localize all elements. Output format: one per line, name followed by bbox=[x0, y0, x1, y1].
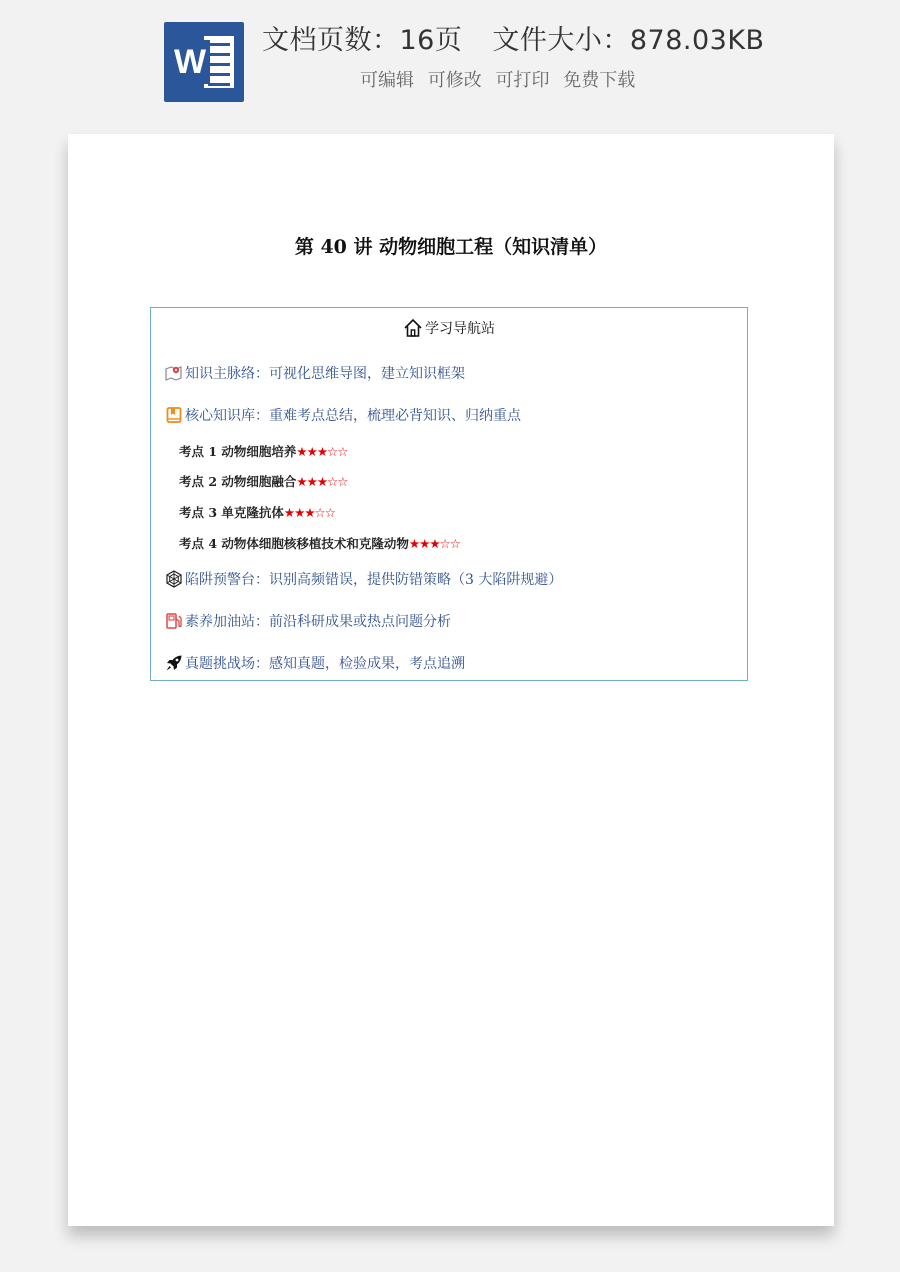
word-file-icon bbox=[164, 22, 244, 102]
key-point-2: 考点 2 动物细胞融合★★★☆☆ bbox=[179, 474, 348, 489]
file-size: 文件大小：878.03KB bbox=[492, 25, 765, 56]
page-count: 文档页数：16页 bbox=[262, 25, 463, 56]
rating-empty-stars: ☆☆ bbox=[327, 474, 348, 489]
nav-section-core-knowledge: 核心知识库：重难考点总结，梳理必背知识、归纳重点 bbox=[165, 405, 521, 425]
feature-printable: 可打印 bbox=[495, 70, 550, 91]
home-icon bbox=[403, 318, 423, 338]
rating-stars: ★★★ bbox=[296, 444, 328, 459]
rating-stars: ★★★ bbox=[296, 474, 328, 489]
feature-free-download: 免费下载 bbox=[563, 70, 636, 91]
warning-web-icon bbox=[165, 570, 183, 588]
document-page bbox=[68, 134, 834, 1226]
nav-section-exam-challenge: 真题挑战场：感知真题，检验成果，考点追溯 bbox=[165, 653, 465, 673]
key-point-3: 考点 3 单克隆抗体★★★☆☆ bbox=[179, 505, 335, 520]
nav-section-knowledge-map: 知识主脉络：可视化思维导图，建立知识框架 bbox=[165, 363, 465, 383]
key-point-1: 考点 1 动物细胞培养★★★☆☆ bbox=[179, 444, 348, 459]
map-pin-icon bbox=[165, 364, 183, 382]
nav-section-trap-warning: 陷阱预警台：识别高频错误，提供防错策略（3 大陷阱规避） bbox=[165, 569, 562, 589]
feature-editable: 可编辑 bbox=[360, 70, 414, 91]
feature-modifiable: 可修改 bbox=[427, 70, 482, 91]
rating-stars: ★★★ bbox=[408, 536, 440, 551]
book-icon bbox=[165, 406, 183, 424]
document-title: 第 40 讲 动物细胞工程（知识清单） bbox=[294, 236, 608, 258]
feature-list bbox=[360, 66, 643, 92]
fuel-pump-icon bbox=[165, 612, 183, 630]
rating-stars: ★★★ bbox=[283, 505, 315, 520]
word-logo-letter: W bbox=[170, 40, 210, 84]
nav-heading-text: 学习导航站 bbox=[425, 321, 495, 337]
key-point-4: 考点 4 动物体细胞核移植技术和克隆动物★★★☆☆ bbox=[179, 536, 460, 551]
download-banner bbox=[0, 0, 900, 120]
rating-empty-stars: ☆☆ bbox=[327, 444, 348, 459]
study-navigation-box bbox=[150, 307, 748, 681]
rating-empty-stars: ☆☆ bbox=[314, 505, 335, 520]
rocket-icon bbox=[165, 654, 183, 672]
rating-empty-stars: ☆☆ bbox=[439, 536, 460, 551]
nav-heading bbox=[151, 318, 747, 338]
file-meta bbox=[262, 18, 765, 57]
nav-section-literacy: 素养加油站：前沿科研成果或热点问题分析 bbox=[165, 611, 451, 631]
